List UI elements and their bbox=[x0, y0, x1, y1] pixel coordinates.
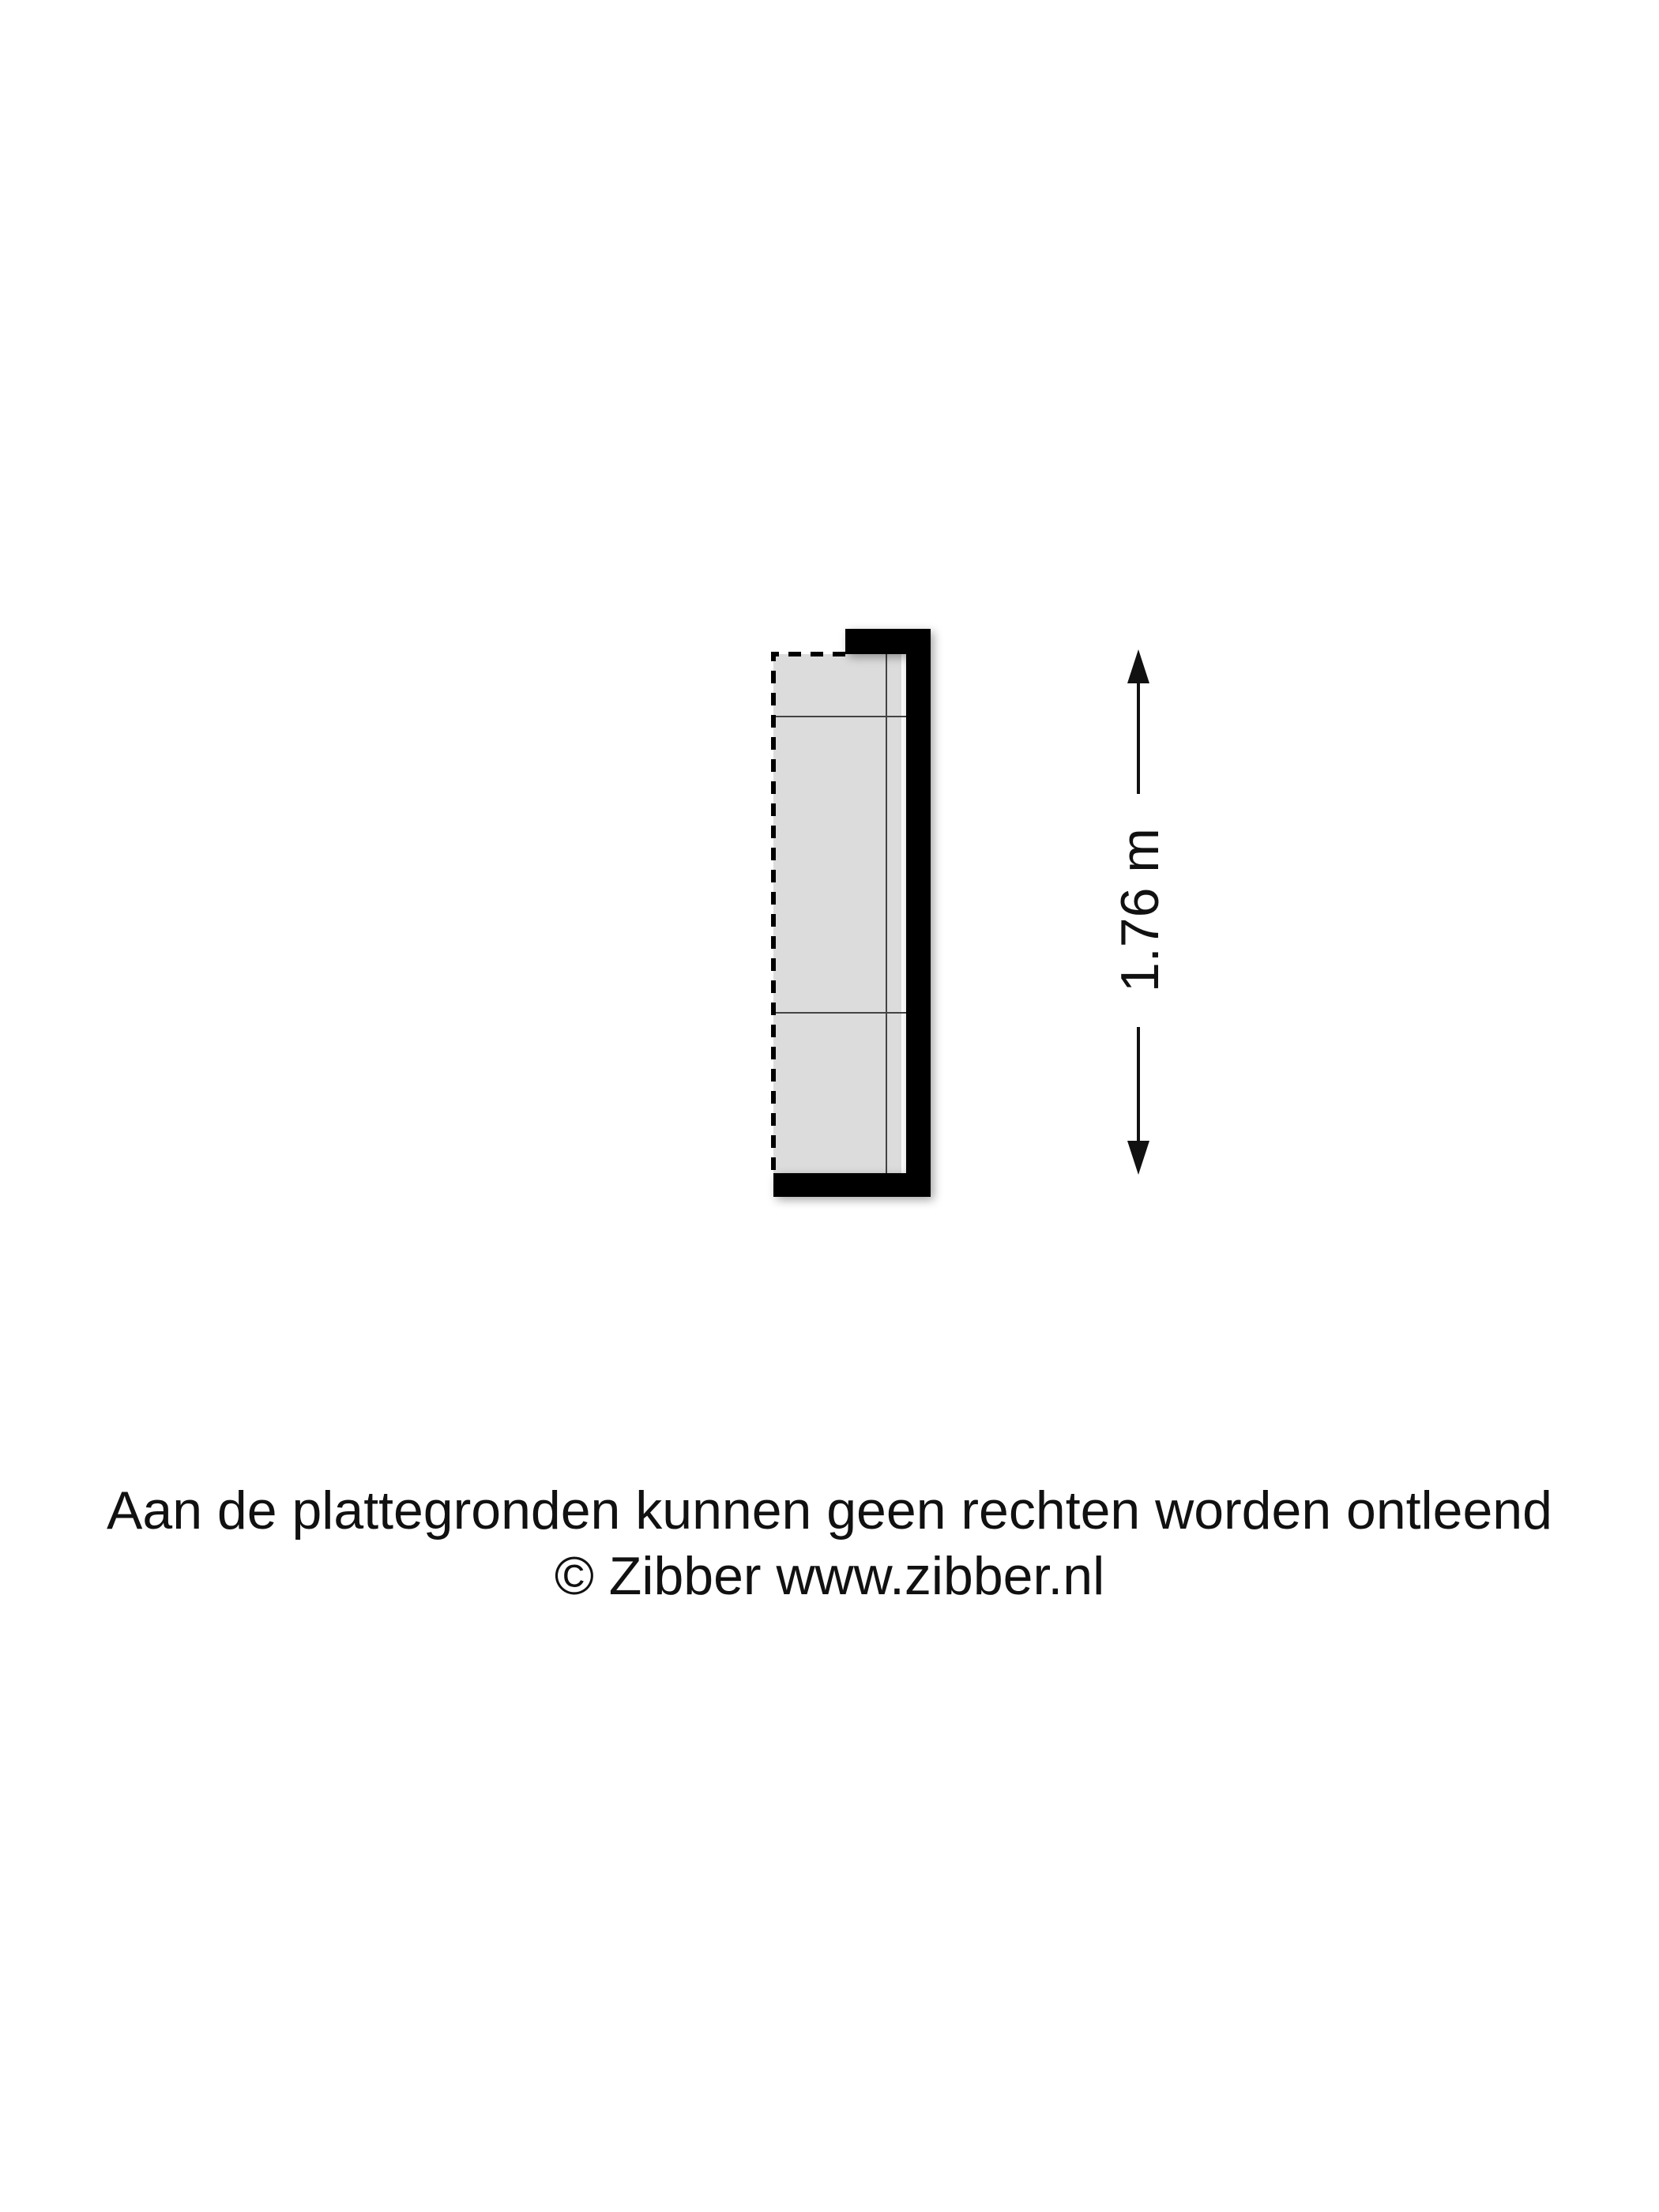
arrow-down-icon bbox=[1127, 1141, 1149, 1175]
disclaimer-text: Aan de plattegronden kunnen geen rechten worden ontleend bbox=[107, 1480, 1552, 1540]
dimension-label: 1.76 m bbox=[1110, 828, 1170, 992]
copyright-text: © Zibber www.zibber.nl bbox=[554, 1546, 1105, 1606]
wall-right bbox=[906, 629, 931, 1197]
wall-top-step bbox=[845, 629, 852, 654]
wall-bottom bbox=[773, 1173, 931, 1197]
room-floor bbox=[773, 654, 901, 1173]
dimension-marker bbox=[1110, 649, 1170, 1175]
arrow-up-icon bbox=[1127, 649, 1149, 683]
